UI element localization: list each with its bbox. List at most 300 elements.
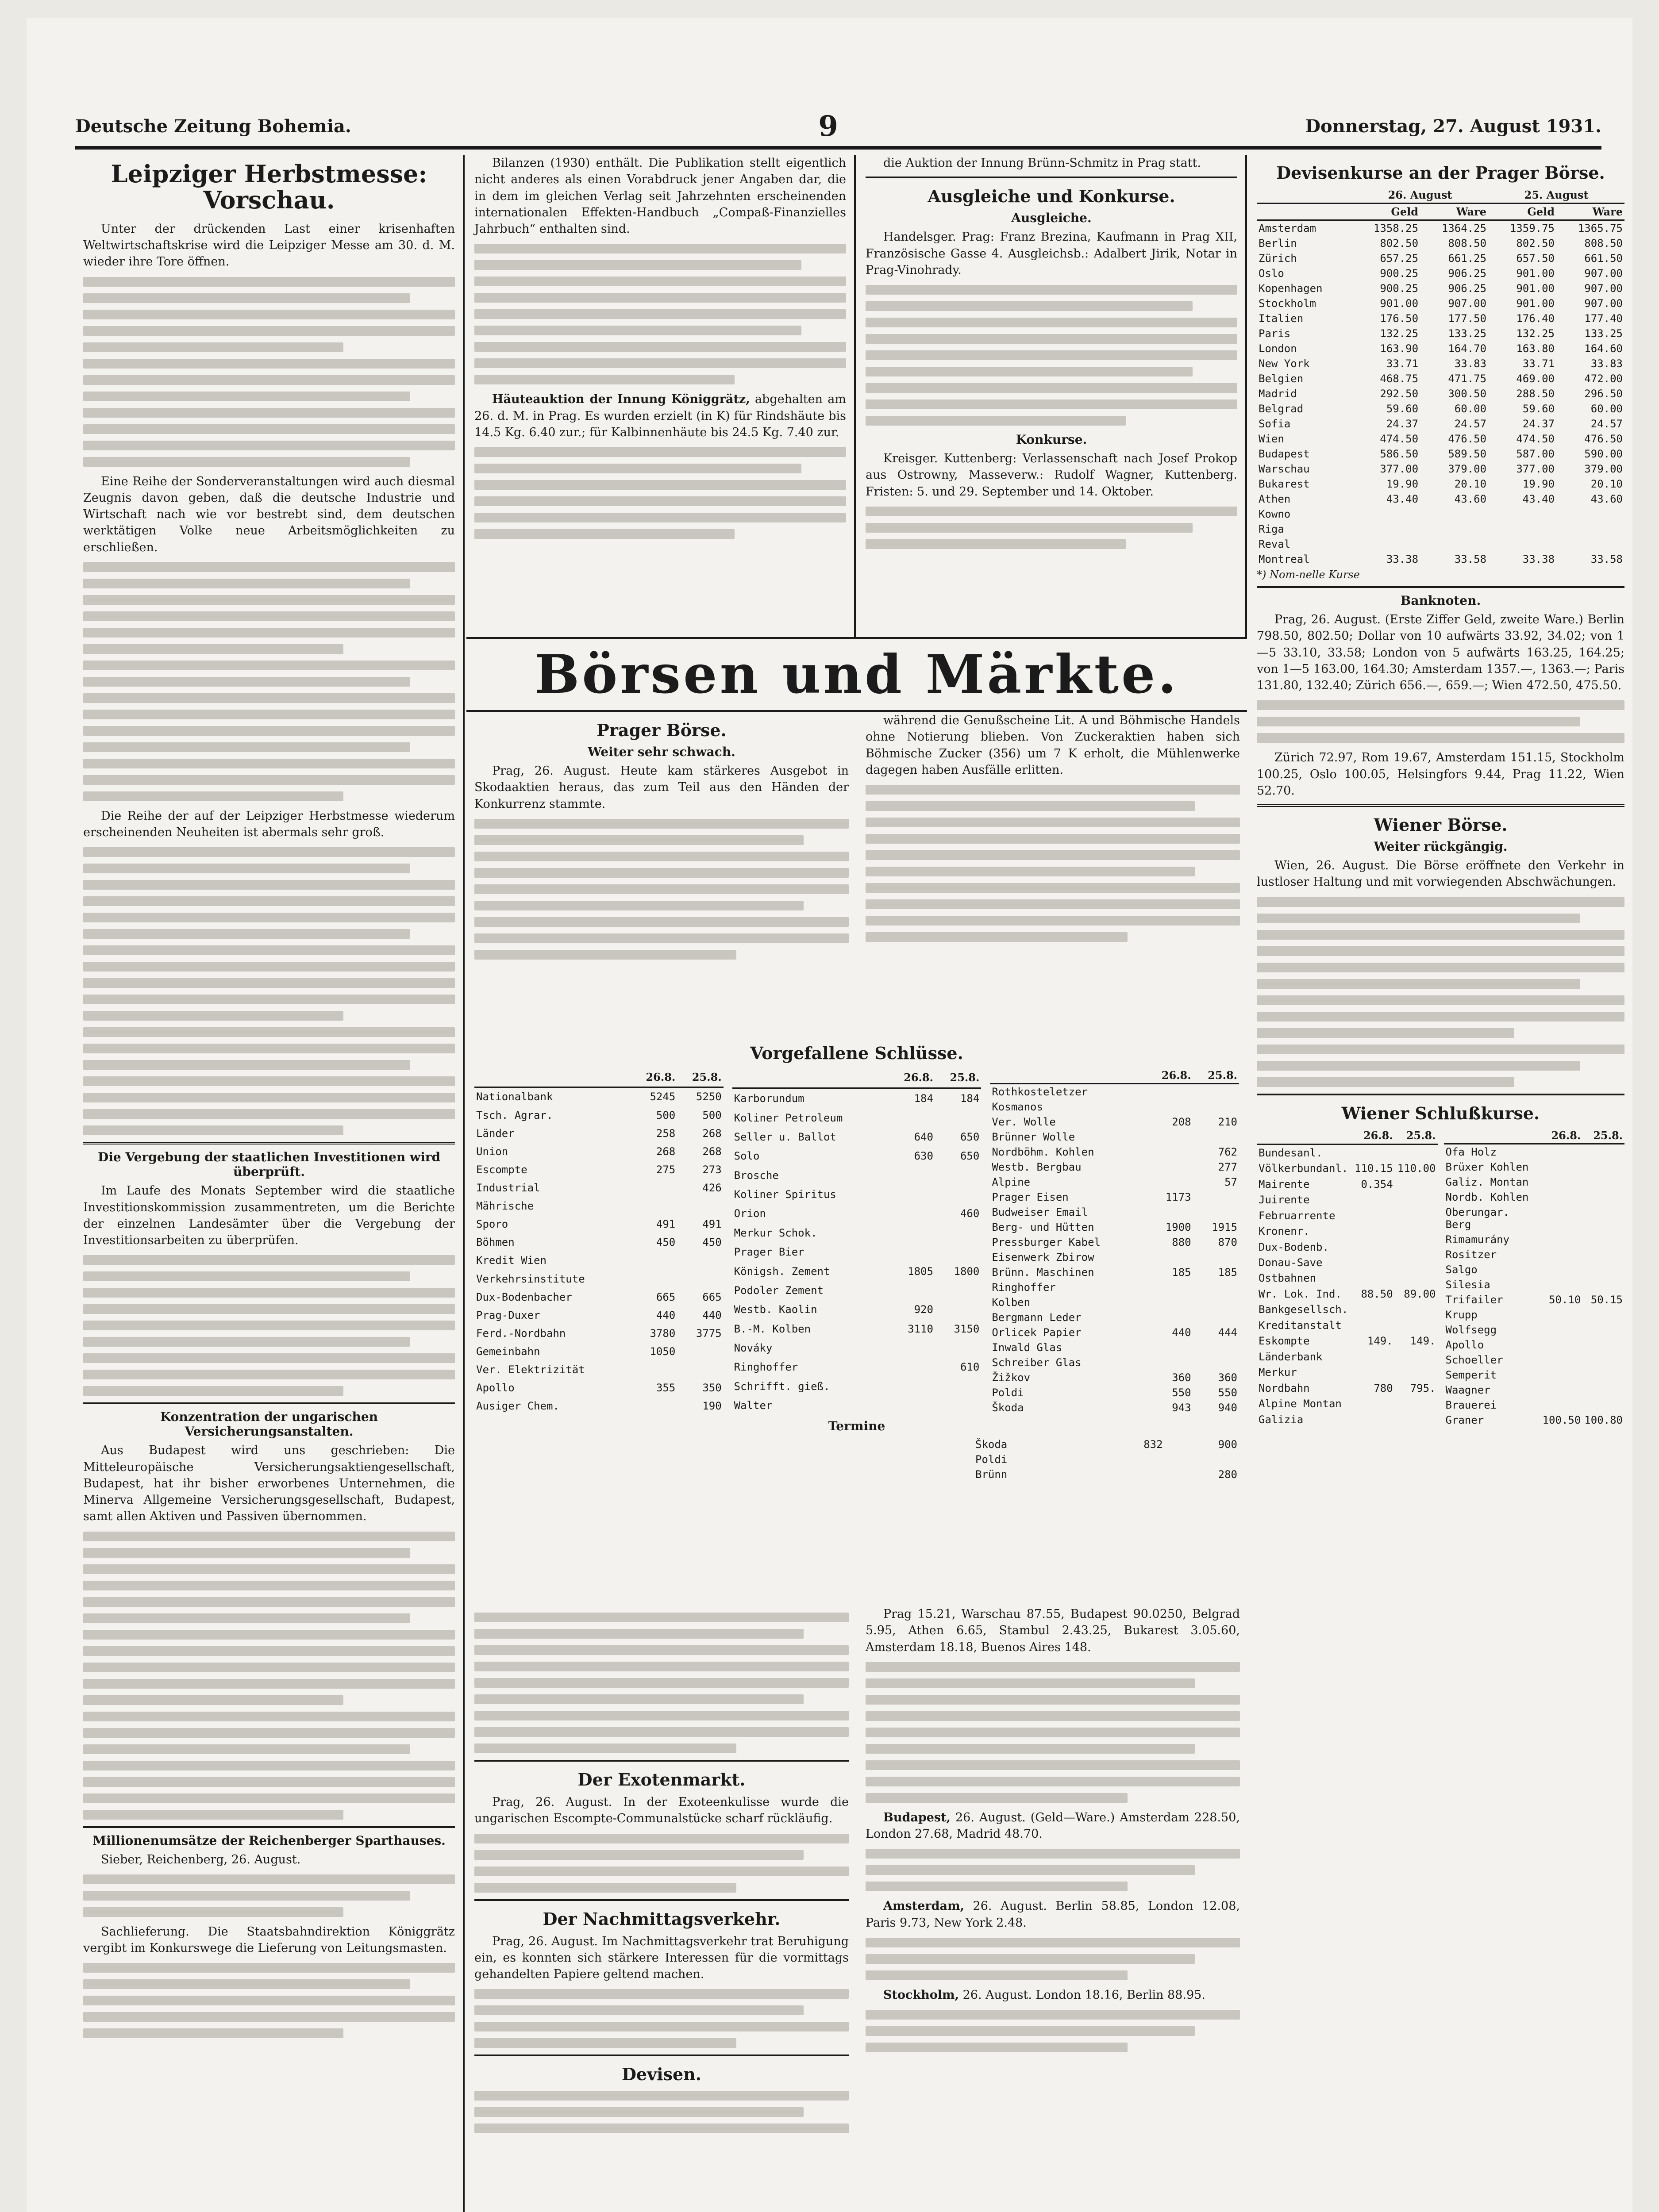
row-value xyxy=(1582,1160,1624,1175)
table-title: Devisenkurse an der Prager Börse. xyxy=(1276,163,1605,183)
table-row xyxy=(1257,311,1624,326)
row-label: Böhmen xyxy=(476,1236,515,1249)
section-text: Wien, 26. August. Die Börse eröffnete den Verkehr in lustloser Haltung und mit vorwiegenden Abschwächungen. xyxy=(1257,859,1624,889)
table-row xyxy=(1257,492,1624,507)
row-value: 24.37 xyxy=(1386,418,1419,430)
table-row xyxy=(1257,296,1624,311)
wiener-table-1 xyxy=(1257,1128,1438,1428)
row-label: Bergmann Leder xyxy=(992,1311,1082,1324)
section-text: Zürich 72.97, Rom 19.67, Amsterdam 151.15, Stockholm 100.25, Oslo 100.05, Helsingfors 9.44, Prag 11.22, Wien 52.70. xyxy=(1257,751,1624,798)
row-value xyxy=(1193,1340,1239,1355)
section-text: Prag, 26. August. (Erste Ziffer Geld, zweite Ware.) Berlin 798.50, 802.50; Dollar von 10 aufwärts 33.92, 34.02; von 1—5 33.10, 33.58; London von 5 aufwärts 163.25, 164.25; von 1—5 163.00, 164.30; Amsterdam 1357.—, 1363.—; Paris 131.80, 132.40; Zürich 656.—, 659.—; Wien 472.50, 475.50. xyxy=(1257,613,1624,692)
row-value xyxy=(1193,1355,1239,1370)
table-row xyxy=(732,1281,982,1300)
section-text: Prag, 26. August. In der Exoteenkulisse wurde die ungarischen Escompte-Communalstücke scharf rückläufig. xyxy=(474,1795,849,1826)
row-label: Brüxer Kohlen xyxy=(1445,1160,1529,1173)
table-row xyxy=(474,1142,724,1160)
article-paragraph: Die Reihe der auf der Leipziger Herbstmesse wiederum erscheinenden Neuheiten ist abermals sehr groß. xyxy=(83,809,455,840)
row-value: 491 xyxy=(702,1218,722,1231)
row-value: 60.00 xyxy=(1590,403,1623,415)
row-label: Schreiber Glas xyxy=(992,1356,1082,1369)
row-value: 24.37 xyxy=(1522,418,1555,430)
table-row xyxy=(1257,416,1624,431)
table-row xyxy=(990,1099,1239,1114)
masthead-left: Deutsche Zeitung Bohemia. xyxy=(75,115,351,137)
table-row xyxy=(474,1179,724,1197)
row-label: Prager Eisen xyxy=(992,1191,1069,1203)
row-value: 89.00 xyxy=(1404,1287,1436,1300)
table-row xyxy=(474,1233,724,1252)
row-value xyxy=(1352,1317,1395,1333)
table-row xyxy=(474,1215,724,1233)
row-value: 780 xyxy=(1374,1382,1393,1394)
row-label: Wr. Lok. Ind. xyxy=(1259,1287,1342,1300)
row-value xyxy=(1147,1160,1193,1175)
table-row xyxy=(990,1235,1239,1250)
row-value: 550 xyxy=(1172,1386,1191,1399)
row-label: Karborundum xyxy=(734,1092,804,1105)
row-value: 163.80 xyxy=(1516,342,1555,355)
row-value: 630 xyxy=(914,1150,933,1163)
head-date-a: 26. August xyxy=(1388,188,1452,201)
row-label: Alpine Montan xyxy=(1259,1398,1342,1410)
table-row xyxy=(1444,1352,1625,1367)
row-value: 190 xyxy=(702,1400,722,1413)
row-value xyxy=(1556,537,1624,552)
row-value xyxy=(889,1185,935,1204)
section-text: Handelsger. Prag: Franz Brezina, Kaufmann in Prag XII, Französische Gasse 4. Ausgleichsb.: Adalbert Jirik, Notar in Prag-Vinohrady. xyxy=(866,230,1237,277)
row-label: Westb. Kaolin xyxy=(734,1303,817,1316)
table-row xyxy=(474,1087,724,1106)
row-value: 900 xyxy=(1218,1438,1237,1451)
row-value xyxy=(1541,1337,1583,1352)
table-row xyxy=(1257,1208,1438,1223)
row-label: Apollo xyxy=(1445,1338,1484,1351)
row-value xyxy=(935,1242,981,1261)
row-value: 1364.25 xyxy=(1441,222,1487,234)
row-label: Oslo xyxy=(1259,267,1284,280)
row-value xyxy=(889,1108,935,1127)
row-value: 880 xyxy=(1172,1236,1191,1248)
table-row xyxy=(1444,1232,1625,1247)
row-value: 500 xyxy=(656,1109,676,1121)
section-text xyxy=(866,1898,1240,1931)
row-label: Poldi xyxy=(975,1453,1008,1466)
market-col-left xyxy=(474,712,849,966)
row-value: 907.00 xyxy=(1584,282,1623,295)
table-row xyxy=(474,1342,724,1360)
table-title: Wiener Schlußkurse. xyxy=(1341,1103,1540,1123)
row-value xyxy=(1541,1367,1583,1382)
row-label: Montreal xyxy=(1259,553,1310,565)
row-value xyxy=(935,1166,981,1185)
row-value xyxy=(631,1197,677,1215)
row-value xyxy=(1352,1208,1395,1223)
col-date-b: 25.8. xyxy=(950,1071,980,1084)
row-value: 184 xyxy=(914,1092,933,1105)
row-label: Donau-Save xyxy=(1259,1256,1323,1269)
row-value: 550 xyxy=(1218,1386,1238,1399)
row-value xyxy=(1193,1099,1239,1114)
row-value xyxy=(1541,1205,1583,1232)
table-row xyxy=(990,1114,1239,1129)
table-row xyxy=(1257,461,1624,476)
table-row xyxy=(974,1452,1239,1467)
row-value xyxy=(1541,1175,1583,1190)
row-value xyxy=(1395,1176,1438,1192)
table-row xyxy=(1257,251,1624,266)
table-row xyxy=(474,1306,724,1324)
row-value xyxy=(1488,522,1556,537)
row-value: 277 xyxy=(1218,1161,1238,1173)
table-row xyxy=(732,1319,982,1338)
table-row xyxy=(1444,1205,1625,1232)
row-value: 273 xyxy=(702,1163,722,1176)
row-value xyxy=(1395,1349,1438,1364)
row-value: 33.58 xyxy=(1590,553,1623,565)
table-row xyxy=(732,1396,982,1415)
row-label: Berlin xyxy=(1259,237,1297,250)
row-label: Februarrente xyxy=(1259,1209,1336,1222)
row-value xyxy=(1582,1247,1624,1262)
table-row xyxy=(1444,1398,1625,1413)
row-label: Inwald Glas xyxy=(992,1341,1062,1354)
row-value: 33.58 xyxy=(1454,553,1487,565)
row-value xyxy=(1352,1302,1395,1317)
row-value xyxy=(1582,1367,1624,1382)
col-date-a: 26.8. xyxy=(904,1071,933,1084)
section-title: Konzentration der ungarischen Versicherungsanstalten. xyxy=(160,1409,378,1439)
price-table-2 xyxy=(732,1068,982,1415)
row-value: 149. xyxy=(1410,1335,1436,1348)
row-value xyxy=(889,1223,935,1242)
row-label: Podoler Zement xyxy=(734,1284,824,1297)
table-row xyxy=(474,1106,724,1124)
table-row xyxy=(990,1370,1239,1385)
section-text: Im Laufe des Monats September wird die staatliche Investitionskommission zusammentreten, um die Berichte der einzelnen Landesämter über die Vergebung der Investitionsarbeiten zu überprüfen. xyxy=(83,1184,455,1248)
row-value: 1358.25 xyxy=(1373,222,1419,234)
row-value: 268 xyxy=(702,1145,722,1158)
row-value xyxy=(1556,507,1624,522)
row-label: Belgrad xyxy=(1259,403,1304,415)
row-value: 110.15 xyxy=(1355,1162,1393,1175)
head-ware: Ware xyxy=(1592,205,1623,218)
table-row xyxy=(1257,1396,1438,1411)
section-subtitle: Weiter rückgängig. xyxy=(1374,839,1508,854)
row-value: 1915 xyxy=(1212,1221,1238,1233)
table-row xyxy=(1257,236,1624,251)
row-value xyxy=(1541,1307,1583,1322)
section-title: Devisen. xyxy=(621,2064,702,2085)
row-value: 900.25 xyxy=(1380,282,1419,295)
wiener-table-2 xyxy=(1444,1128,1625,1428)
section-title: Die Vergebung der staatlichen Investitionen wird überprüft. xyxy=(97,1150,441,1179)
row-value: 832 xyxy=(1143,1438,1163,1451)
row-label: Juirente xyxy=(1259,1194,1310,1206)
row-label: Mährische xyxy=(476,1200,534,1213)
city-rates: 26. August. London 18.16, Berlin 88.95. xyxy=(962,1988,1205,2002)
row-value: 355 xyxy=(656,1382,676,1394)
row-value: 907.00 xyxy=(1584,267,1623,280)
row-label: Budweiser Email xyxy=(992,1206,1088,1218)
section-title: Prager Börse. xyxy=(597,720,727,740)
table-row xyxy=(1257,341,1624,356)
table-row xyxy=(474,1270,724,1288)
row-value: 762 xyxy=(1218,1146,1238,1158)
row-label: Industrial xyxy=(476,1182,540,1194)
row-value xyxy=(1193,1310,1239,1325)
table-row xyxy=(1257,1380,1438,1396)
row-label: Eskompte xyxy=(1259,1335,1310,1348)
row-value xyxy=(935,1338,981,1357)
table-row xyxy=(1444,1262,1625,1277)
row-label: Alpine xyxy=(992,1176,1031,1188)
row-value: 3110 xyxy=(908,1322,933,1335)
row-label: Zürich xyxy=(1259,252,1297,265)
row-value xyxy=(1541,1322,1583,1337)
row-value: 296.50 xyxy=(1584,388,1623,400)
table-row xyxy=(732,1338,982,1357)
table-row xyxy=(990,1144,1239,1160)
row-value xyxy=(1193,1190,1239,1205)
row-value xyxy=(1582,1205,1624,1232)
row-value xyxy=(1395,1271,1438,1286)
table-row xyxy=(732,1147,982,1166)
table-row xyxy=(1444,1413,1625,1428)
section-text: während die Genußscheine Lit. A und Böhmische Handels ohne Notierung blieben. Von Zuckeraktien haben sich Böhmische Zucker (356) um 7 K erholt, die Mühlenwerke dagegen haben Ausfälle erlitten. xyxy=(866,714,1240,777)
row-label: Graner xyxy=(1445,1413,1484,1426)
table-row xyxy=(1444,1175,1625,1190)
row-value: 132.25 xyxy=(1516,327,1555,340)
running-head xyxy=(75,106,1601,150)
table-row xyxy=(474,1124,724,1142)
row-value xyxy=(1420,522,1488,537)
row-value: 469.00 xyxy=(1516,373,1555,385)
table-row xyxy=(990,1220,1239,1235)
row-value: 1359.75 xyxy=(1509,222,1555,234)
row-value: 0.354 xyxy=(1361,1178,1393,1190)
city-rates: 26. August. Berlin 58.85, London 12.08, Paris 9.73, New York 2.48. xyxy=(866,1899,1240,1930)
row-value: 907.00 xyxy=(1584,297,1623,310)
row-value: 661.25 xyxy=(1448,252,1487,265)
table-row xyxy=(732,1166,982,1185)
table-row xyxy=(1257,1364,1438,1380)
row-value xyxy=(1395,1364,1438,1380)
row-value xyxy=(1541,1232,1583,1247)
row-value: 450 xyxy=(656,1236,676,1249)
table-row xyxy=(474,1397,724,1415)
row-value: 901.00 xyxy=(1380,297,1419,310)
table-row xyxy=(474,1288,724,1306)
page-number: 9 xyxy=(818,109,838,143)
row-value: 19.90 xyxy=(1386,478,1419,490)
row-value: 43.60 xyxy=(1590,493,1623,505)
row-label: Riga xyxy=(1259,523,1284,535)
row-label: Žižkov xyxy=(992,1371,1031,1384)
row-value: 1365.75 xyxy=(1578,222,1623,234)
row-label: Orlicek Papier xyxy=(992,1326,1082,1339)
row-value xyxy=(935,1300,981,1319)
row-label: Bankgesellsch. xyxy=(1259,1303,1348,1316)
row-label: Salgo xyxy=(1445,1263,1478,1276)
row-value xyxy=(1147,1175,1193,1190)
head-geld: Geld xyxy=(1391,205,1419,218)
row-label: Warschau xyxy=(1259,463,1310,475)
row-value: 43.40 xyxy=(1386,493,1419,505)
section-subtitle: Konkurse. xyxy=(1016,432,1087,447)
row-value: 940 xyxy=(1218,1402,1238,1414)
row-value: 650 xyxy=(960,1150,980,1163)
article-paragraph: Eine Reihe der Sonderveranstaltungen wird auch diesmal Zeugnis davon geben, daß die deutsche Industrie und Wirtschaft nach wie vor bestrebt sind, dem deutschen werktätigen Volke neue Arbeitsmöglichkeiten zu erschließen. xyxy=(83,474,455,554)
row-label: Silesia xyxy=(1445,1278,1490,1291)
row-label: Ostbahnen xyxy=(1259,1272,1316,1285)
row-value: 610 xyxy=(960,1361,980,1374)
row-label: Kredit Wien xyxy=(476,1254,547,1267)
article-title-leipzig: Leipziger Herbstmesse: Vorschau. xyxy=(111,160,427,215)
row-value xyxy=(631,1361,677,1379)
col-date-a: 26.8. xyxy=(1551,1129,1581,1142)
row-value: 808.50 xyxy=(1448,237,1487,250)
row-label: Wien xyxy=(1259,433,1284,445)
row-value xyxy=(1352,1396,1395,1411)
row-label: Union xyxy=(476,1145,508,1158)
row-value xyxy=(1582,1352,1624,1367)
row-value xyxy=(935,1108,981,1127)
section-text: Aus Budapest wird uns geschrieben: Die Mitteleuropäische Versicherungsaktiengesellschaft, Budapest, hat ihr bisher erworbenes Unternehmen, die Minerva Allgemeine Versicherungsgesellschaft, Budapest, samt allen Aktiven und Passiven übernommen. xyxy=(83,1444,455,1524)
market-zone xyxy=(466,712,1247,2212)
price-table-3 xyxy=(990,1068,1239,1415)
row-value: 640 xyxy=(914,1130,933,1143)
row-value xyxy=(935,1377,981,1396)
row-label: Ver. Elektrizität xyxy=(476,1363,585,1376)
row-label: Bukarest xyxy=(1259,478,1310,490)
row-label: Ringhoffer xyxy=(992,1281,1056,1294)
table-row xyxy=(974,1467,1239,1482)
row-value xyxy=(1193,1280,1239,1295)
row-value: 500 xyxy=(702,1109,722,1121)
row-value: 210 xyxy=(1218,1116,1238,1128)
table-row xyxy=(732,1088,982,1108)
row-value: 1900 xyxy=(1165,1221,1191,1233)
row-value xyxy=(1395,1223,1438,1239)
head-geld: Geld xyxy=(1527,205,1555,218)
table-row xyxy=(1444,1144,1625,1160)
row-value: 1173 xyxy=(1165,1191,1191,1203)
row-value xyxy=(1352,1412,1395,1428)
table-row xyxy=(1257,356,1624,371)
col-date-a: 26.8. xyxy=(646,1070,676,1083)
table-row xyxy=(1257,386,1624,401)
row-value xyxy=(1541,1352,1583,1367)
table-row xyxy=(1444,1160,1625,1175)
table-row xyxy=(732,1127,982,1146)
footnote: *) Nom-nelle Kurse xyxy=(1257,568,1360,581)
row-value: 907.00 xyxy=(1448,297,1487,310)
row-value xyxy=(889,1338,935,1357)
devisen-table xyxy=(1257,187,1624,567)
row-value: 900.25 xyxy=(1380,267,1419,280)
row-label: Dux-Bodenb. xyxy=(1259,1240,1329,1253)
row-label: Nordb. Kohlen xyxy=(1445,1190,1529,1203)
row-label: Länder xyxy=(476,1127,515,1140)
row-value xyxy=(1582,1175,1624,1190)
column-1 xyxy=(75,155,465,2212)
col-date-b: 25.8. xyxy=(1406,1129,1436,1142)
auction-title: Häuteauktion der Innung Königgrätz, xyxy=(492,392,750,407)
row-label: Stockholm xyxy=(1259,297,1316,310)
row-value xyxy=(1352,1223,1395,1239)
row-value: 870 xyxy=(1218,1236,1238,1248)
row-value: 60.00 xyxy=(1454,403,1487,415)
row-label: Brünn. Maschinen xyxy=(992,1266,1094,1279)
row-value xyxy=(935,1185,981,1204)
table-row xyxy=(732,1358,982,1377)
row-value xyxy=(889,1396,935,1415)
table-row xyxy=(1444,1367,1625,1382)
section-title: Banknoten. xyxy=(1400,593,1481,608)
row-value xyxy=(935,1281,981,1300)
row-label: Belgien xyxy=(1259,373,1304,385)
table-row xyxy=(474,1252,724,1270)
table-row xyxy=(1444,1322,1625,1337)
row-label: Escompte xyxy=(476,1163,527,1176)
row-label: Koliner Spiritus xyxy=(734,1188,836,1201)
table-row xyxy=(990,1385,1239,1400)
row-value xyxy=(889,1204,935,1223)
table-row xyxy=(1257,1239,1438,1255)
row-label: Waagner xyxy=(1445,1383,1490,1396)
row-value xyxy=(1147,1295,1193,1310)
row-value xyxy=(1193,1205,1239,1220)
row-label: Galiz. Montan xyxy=(1445,1175,1529,1188)
row-value: 1800 xyxy=(954,1265,980,1278)
row-value: 5245 xyxy=(650,1091,676,1103)
table-row xyxy=(732,1185,982,1204)
row-value xyxy=(935,1396,981,1415)
section-title: Millionenumsätze der Reichenberger Sparthauses. xyxy=(92,1833,446,1848)
row-value: 59.60 xyxy=(1386,403,1419,415)
row-value xyxy=(631,1270,677,1288)
row-value xyxy=(1395,1255,1438,1270)
table-row xyxy=(1257,1192,1438,1207)
row-value xyxy=(1541,1247,1583,1262)
row-value: 665 xyxy=(702,1290,722,1303)
row-label: Kowno xyxy=(1259,508,1291,520)
table-row xyxy=(990,1355,1239,1370)
row-value xyxy=(631,1397,677,1415)
row-label: Wolfsegg xyxy=(1445,1323,1497,1336)
row-label: Nordböhm. Kohlen xyxy=(992,1146,1094,1158)
row-value: 176.50 xyxy=(1380,312,1419,325)
row-value: 43.40 xyxy=(1522,493,1555,505)
row-value xyxy=(1582,1277,1624,1292)
row-value xyxy=(1395,1317,1438,1333)
row-value: 163.90 xyxy=(1380,342,1419,355)
row-value: 149. xyxy=(1367,1335,1393,1348)
row-value: 176.40 xyxy=(1516,312,1555,325)
table-row xyxy=(990,1265,1239,1280)
table-row xyxy=(1257,552,1624,567)
row-value xyxy=(1147,1084,1193,1100)
row-label: London xyxy=(1259,342,1297,355)
row-label: Schrifft. gieß. xyxy=(734,1380,830,1393)
table-row xyxy=(1257,1286,1438,1302)
row-value: 471.75 xyxy=(1448,373,1487,385)
row-value: 379.00 xyxy=(1584,463,1623,475)
row-value xyxy=(631,1252,677,1270)
row-value: 1050 xyxy=(650,1345,676,1358)
row-value: 33.71 xyxy=(1386,357,1419,370)
